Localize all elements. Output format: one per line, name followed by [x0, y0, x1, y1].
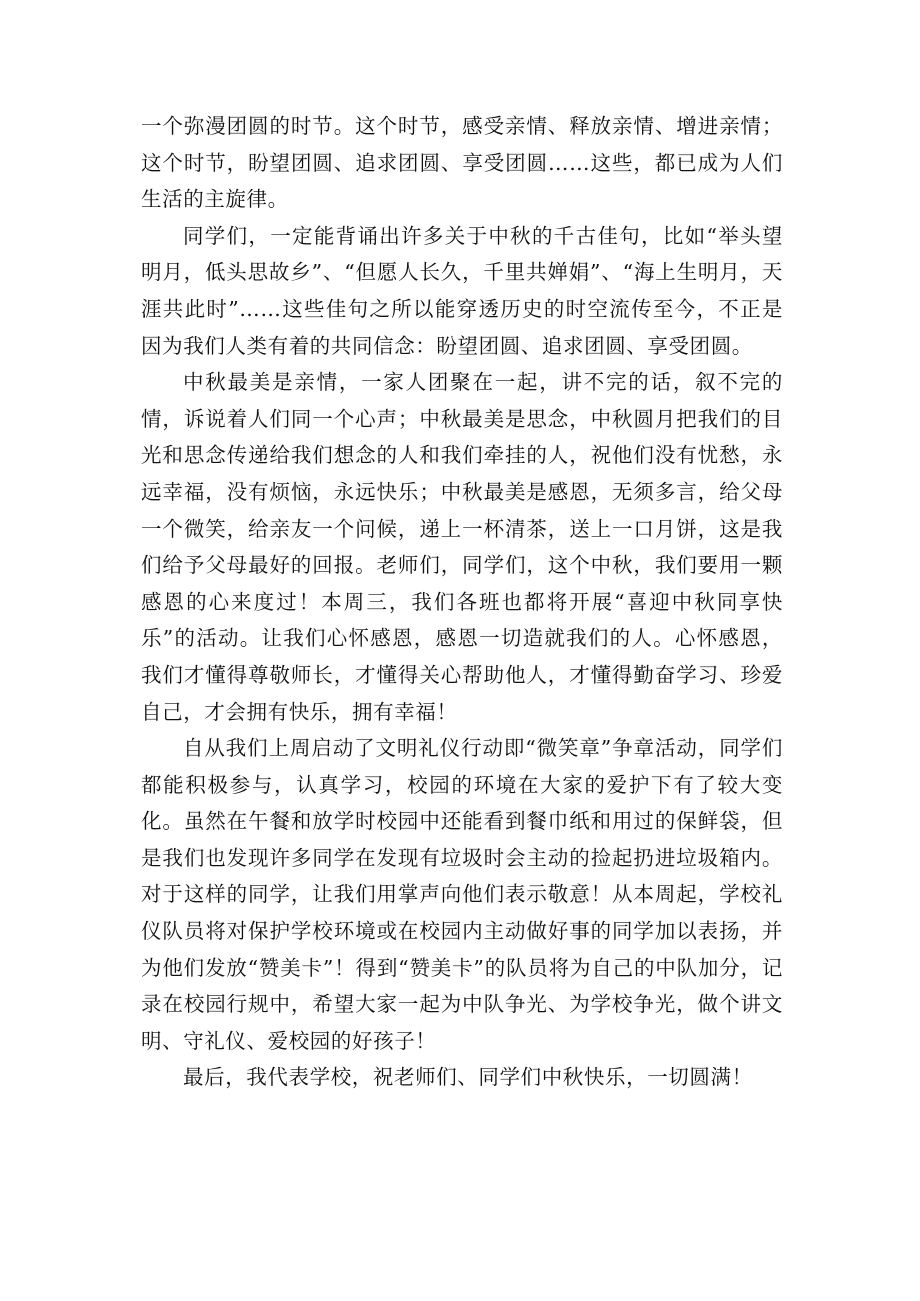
- paragraph-civility-campaign: 自从我们上周启动了文明礼仪行动即“微笑章”争章活动，同学们都能积极参与，认真学习，校园的环境在大家的爱护下有了较大变化。虽然在午餐和放学时校园中还能看到餐巾纸和用过的保鲜袋，但是我们也发现许多同学在发现有垃圾时会主动的捡起扔进垃圾箱内。对于这样的同学，让我们用掌声向他们表示敬意！从本周起，学校礼仪队员将对保护学校环境或在校园内主动做好事的同学加以表扬，并为他们发放“赞美卡”！得到“赞美卡”的队员将为自己的中队加分，记录在校园行规中，希望大家一起为中队争光、为学校争光，做个讲文明、守礼仪、爱校园的好孩子！: [141, 736, 783, 1053]
- paragraph-classic-verses: 同学们，一定能背诵出许多关于中秋的千古佳句，比如“举头望明月，低头思故乡”、“但愿人长久，千里共婵娟”、“海上生明月，天涯共此时”……这些佳句之所以能穿透历史的时空流传至今，不正是因为我们人类有着的共同信念：盼望团圆、追求团圆、享受团圆。: [141, 223, 783, 358]
- paragraph-mid-autumn-gratitude: 中秋最美是亲情，一家人团聚在一起，讲不完的话，叙不完的情，诉说着人们同一个心声；中秋最美是思念，中秋圆月把我们的目光和思念传递给我们想念的人和我们牵挂的人，祝他们没有忧愁，永远幸福，没有烦恼，永远快乐；中秋最美是感恩，无须多言，给父母一个微笑，给亲友一个问候，递上一杯清茶，送上一口月饼，这是我们给予父母最好的回报。老师们，同学们，这个中秋，我们要用一颗感恩的心来度过！本周三，我们各班也都将开展“喜迎中秋同享快乐”的活动。让我们心怀感恩，感恩一切造就我们的人。心怀感恩，我们才懂得尊敬师长，才懂得关心帮助他人，才懂得勤奋学习、珍爱自己，才会拥有快乐，拥有幸福！: [141, 370, 783, 724]
- paragraph-closing-wishes: 最后，我代表学校，祝老师们、同学们中秋快乐，一切圆满！: [183, 1065, 753, 1090]
- paragraph-festival-intro: 一个弥漫团圆的时节。这个时节，感受亲情、释放亲情、增进亲情；这个时节，盼望团圆、追求团圆、享受团圆……这些，都已成为人们生活的主旋律。: [141, 114, 783, 212]
- document-body: [141, 108, 783, 1096]
